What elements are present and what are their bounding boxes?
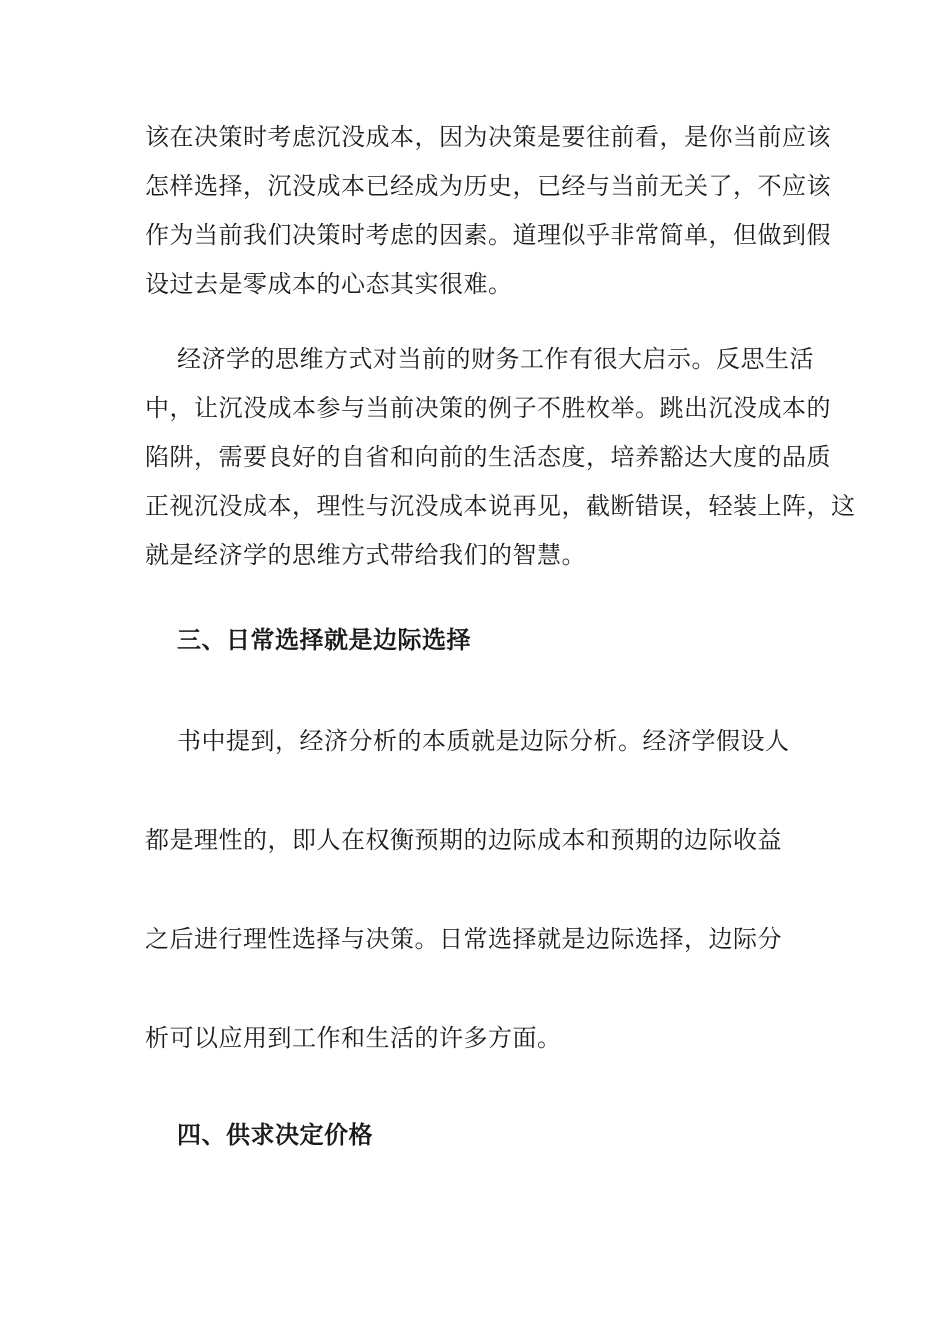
paragraph-3-line-2: 都是理性的，即人在权衡预期的边际成本和预期的边际收益 bbox=[145, 826, 782, 854]
paragraph-3-line-1: 书中提到，经济分析的本质就是边际分析。经济学假设人 bbox=[177, 727, 790, 755]
paragraph-2-line-3: 陷阱，需要良好的自省和向前的生活态度，培养豁达大度的品质 bbox=[145, 443, 831, 471]
paragraph-1-line-2: 怎样选择，沉没成本已经成为历史，已经与当前无关了，不应该 bbox=[145, 172, 831, 200]
paragraph-2-line-1: 经济学的思维方式对当前的财务工作有很大启示。反思生活 bbox=[177, 345, 814, 373]
paragraph-2-line-4: 正视沉没成本，理性与沉没成本说再见，截断错误，轻装上阵，这 bbox=[145, 492, 856, 520]
paragraph-3-line-3: 之后进行理性选择与决策。日常选择就是边际选择，边际分 bbox=[145, 925, 782, 953]
paragraph-1-line-3: 作为当前我们决策时考虑的因素。道理似乎非常简单，但做到假 bbox=[145, 221, 831, 249]
section-heading-4: 四、供求决定价格 bbox=[177, 1120, 373, 1149]
section-heading-3: 三、日常选择就是边际选择 bbox=[177, 625, 471, 654]
paragraph-1-line-1: 该在决策时考虑沉没成本，因为决策是要往前看，是你当前应该 bbox=[145, 123, 831, 151]
paragraph-2-line-5: 就是经济学的思维方式带给我们的智慧。 bbox=[145, 541, 586, 569]
paragraph-1-line-4: 设过去是零成本的心态其实很难。 bbox=[145, 270, 513, 298]
paragraph-3-line-4: 析可以应用到工作和生活的许多方面。 bbox=[145, 1024, 562, 1052]
paragraph-2-line-2: 中，让沉没成本参与当前决策的例子不胜枚举。跳出沉没成本的 bbox=[145, 394, 831, 422]
